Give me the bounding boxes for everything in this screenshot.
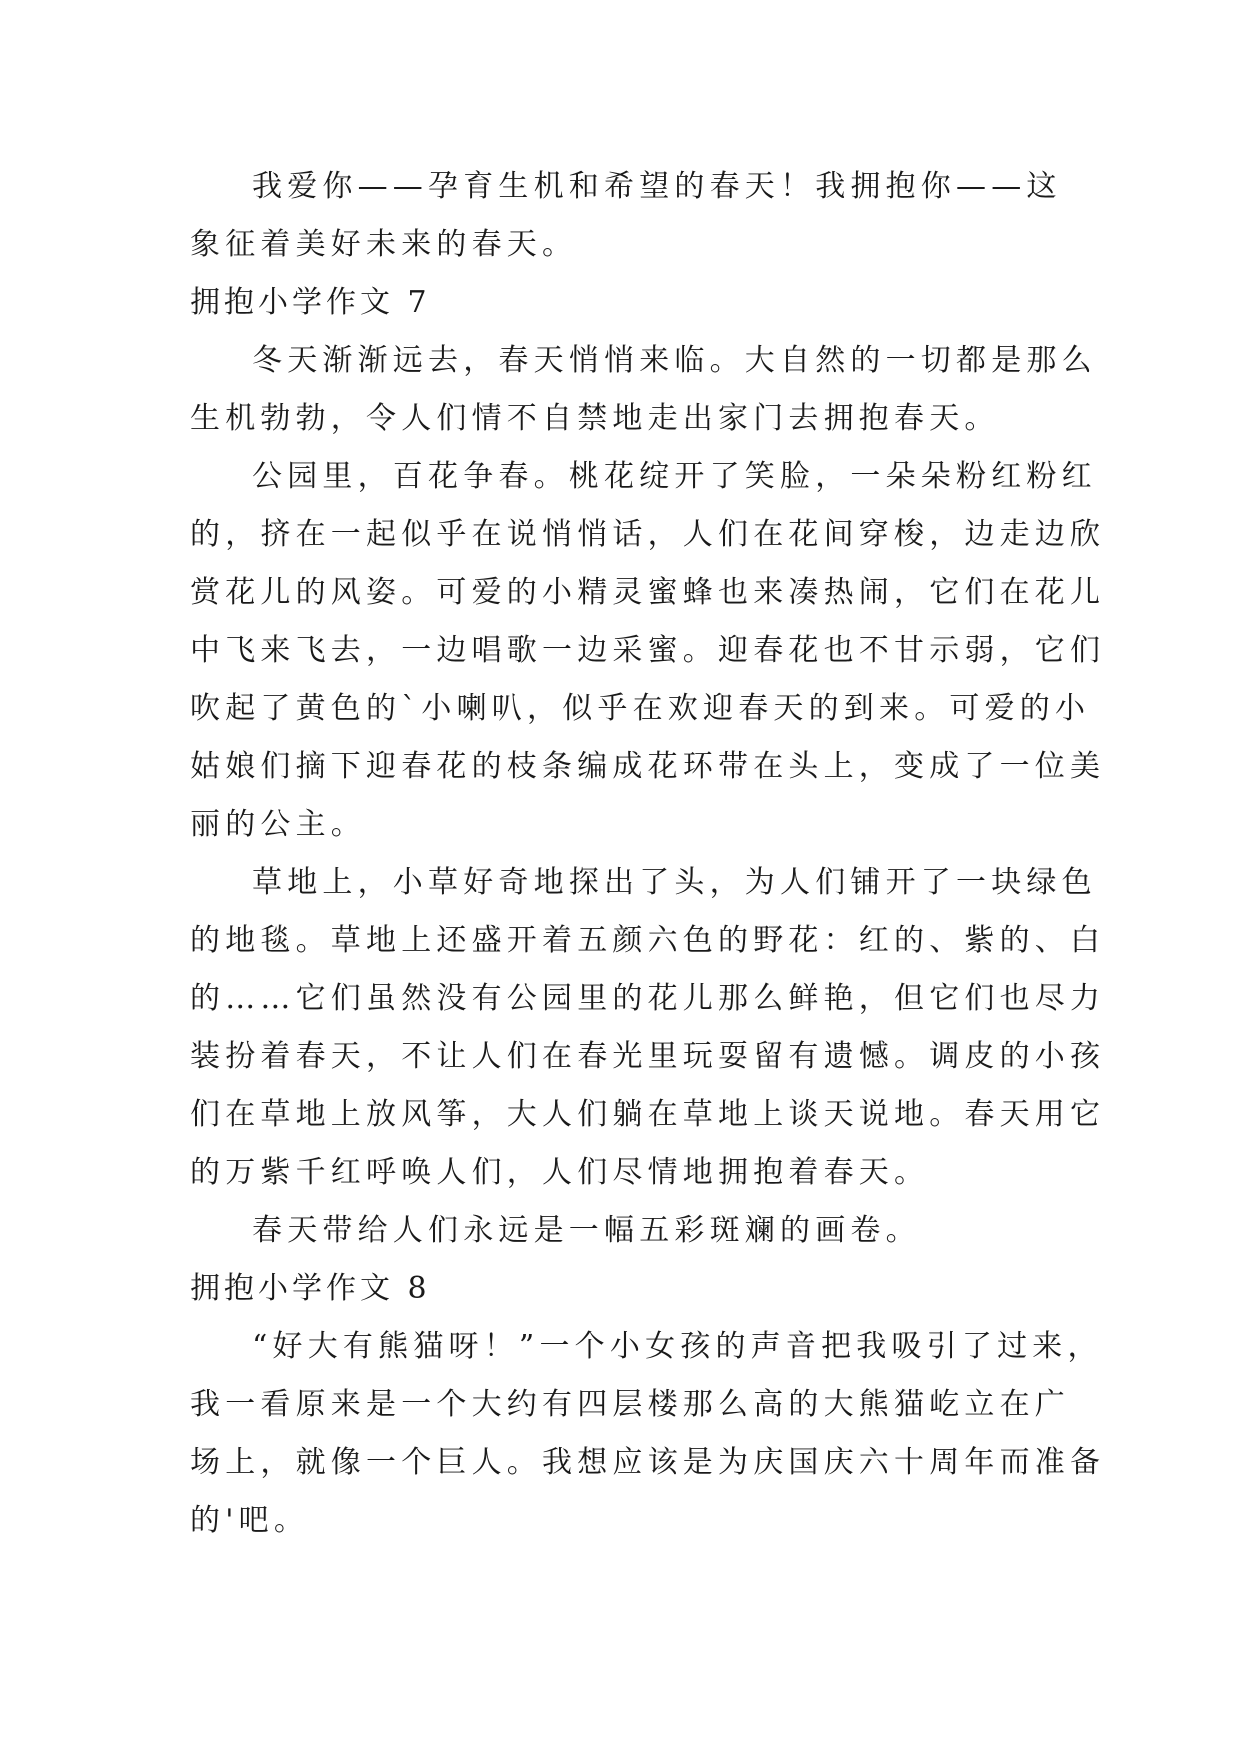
paragraph-line: 赏花儿的风姿。可爱的小精灵蜜蜂也来凑热闹，它们在花儿 bbox=[190, 575, 1106, 610]
paragraph-line: 的……它们虽然没有公园里的花儿那么鲜艳，但它们也尽力 bbox=[190, 981, 1106, 1016]
paragraph-line: 的地毯。草地上还盛开着五颜六色的野花：红的、紫的、白 bbox=[190, 923, 1106, 958]
paragraph-line: 春天带给人们永远是一幅五彩斑斓的画卷。 bbox=[252, 1213, 921, 1248]
paragraph-line: 的万紫千红呼唤人们，人们尽情地拥抱着春天。 bbox=[190, 1155, 930, 1190]
paragraph-line: 丽的公主。 bbox=[190, 807, 366, 842]
section-heading: 拥抱小学作文 7 bbox=[190, 285, 431, 320]
document-body bbox=[190, 158, 1106, 1550]
paragraph-line: 吹起了黄色的`小喇叭，似乎在欢迎春天的到来。可爱的小 bbox=[190, 691, 1091, 726]
paragraph-line: 中飞来飞去，一边唱歌一边采蜜。迎春花也不甘示弱，它们 bbox=[190, 633, 1106, 668]
paragraph-line: 象征着美好未来的春天。 bbox=[190, 227, 578, 262]
paragraph-line: 公园里，百花争春。桃花绽开了笑脸，一朵朵粉红粉红 bbox=[252, 459, 1097, 494]
paragraph-line: “好大有熊猫呀！”一个小女孩的声音把我吸引了过来， bbox=[252, 1329, 1103, 1364]
paragraph-line: 冬天渐渐远去，春天悄悄来临。大自然的一切都是那么 bbox=[252, 343, 1097, 378]
paragraph-line: 草地上，小草好奇地探出了头，为人们铺开了一块绿色 bbox=[252, 865, 1097, 900]
paragraph-line: 的，挤在一起似乎在说悄悄话，人们在花间穿梭，边走边欣 bbox=[190, 517, 1106, 552]
paragraph-line: 姑娘们摘下迎春花的枝条编成花环带在头上，变成了一位美 bbox=[190, 749, 1106, 784]
paragraph-line: 场上，就像一个巨人。我想应该是为庆国庆六十周年而准备 bbox=[190, 1445, 1106, 1480]
paragraph-line: 我爱你——孕育生机和希望的春天！我拥抱你——这 bbox=[252, 169, 1062, 204]
paragraph-line: 的'吧。 bbox=[190, 1503, 310, 1538]
paragraph-line: 们在草地上放风筝，大人们躺在草地上谈天说地。春天用它 bbox=[190, 1097, 1106, 1132]
paragraph-line: 我一看原来是一个大约有四层楼那么高的大熊猫屹立在广 bbox=[190, 1387, 1070, 1422]
paragraph-line: 装扮着春天，不让人们在春光里玩耍留有遗憾。调皮的小孩 bbox=[190, 1039, 1106, 1074]
section-heading: 拥抱小学作文 8 bbox=[190, 1271, 431, 1306]
paragraph-line: 生机勃勃，令人们情不自禁地走出家门去拥抱春天。 bbox=[190, 401, 1000, 436]
